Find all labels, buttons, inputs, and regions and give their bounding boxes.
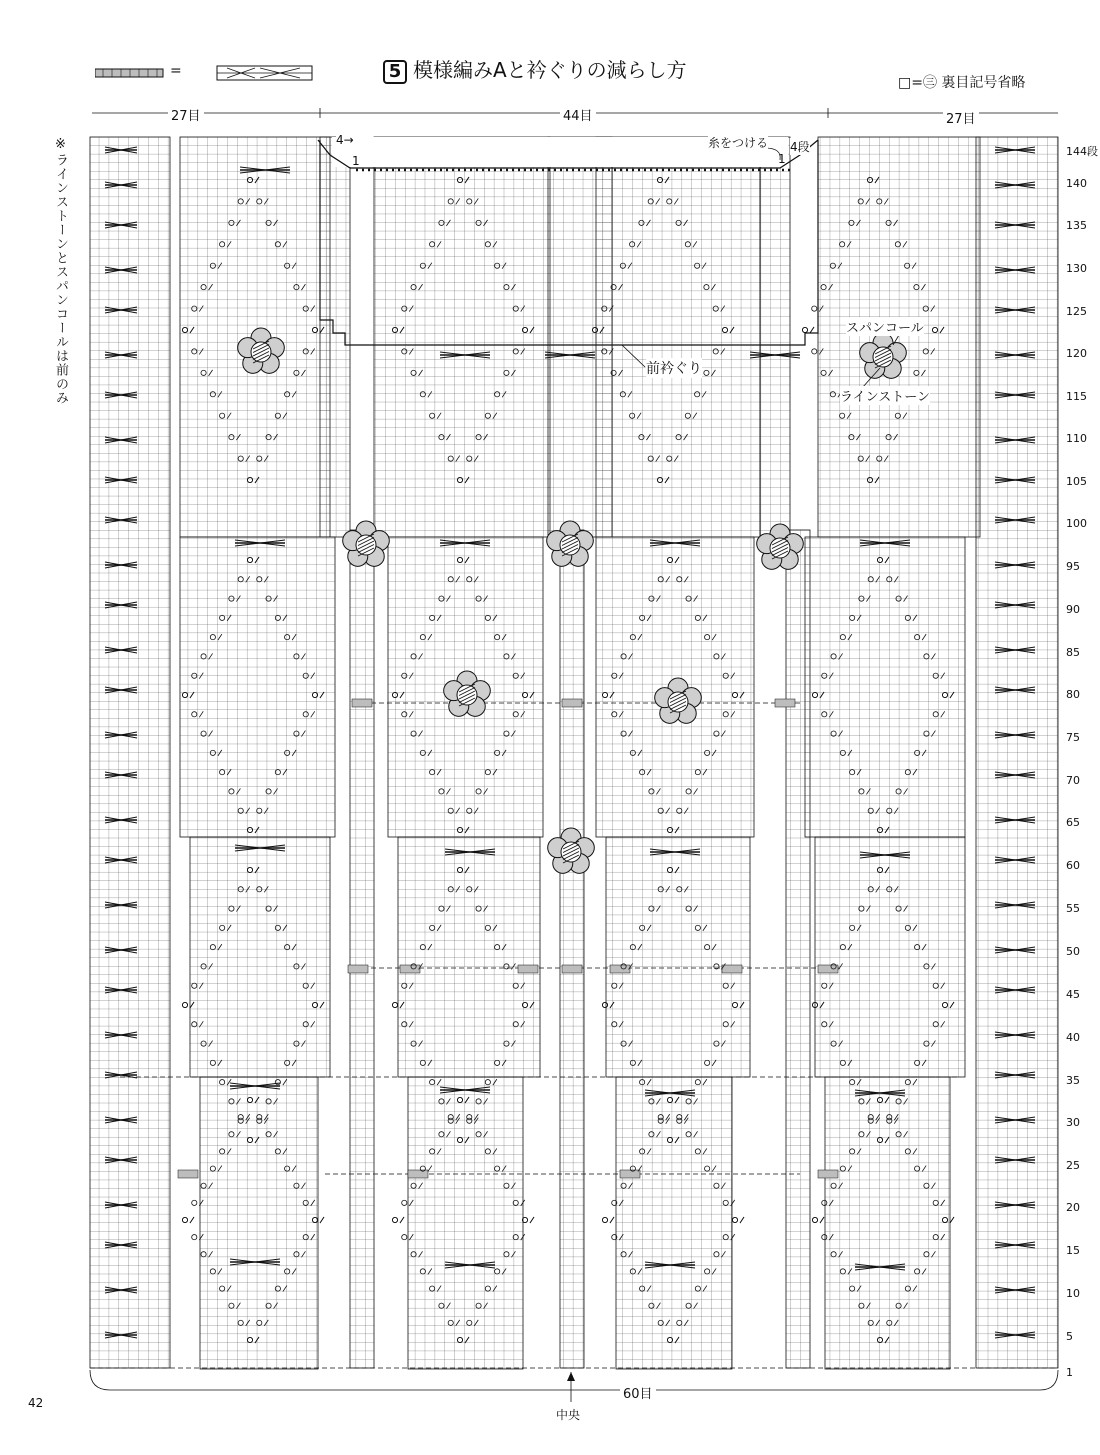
lace-13-b: [402, 1235, 407, 1240]
lace-15-b: [812, 1217, 817, 1222]
row-number: 115: [1066, 390, 1087, 403]
callout-sequin: スパンコール: [846, 317, 924, 336]
shaded-cell-10: [178, 1170, 198, 1178]
row-number: 75: [1066, 731, 1080, 744]
shaded-cell-8: [722, 965, 742, 973]
grid-center-right-lower1: [606, 837, 750, 1077]
chart-number-badge: 5: [383, 60, 407, 84]
lace-13-b: [392, 1217, 397, 1222]
row-number: 105: [1066, 475, 1087, 488]
dim-left: 27目: [168, 105, 204, 124]
shaded-cell-2: [775, 699, 795, 707]
callout-rhinestone: ラインストーン: [840, 386, 930, 405]
row-number: 130: [1066, 262, 1087, 275]
row-number: 25: [1066, 1159, 1080, 1172]
lace-13-a: [402, 1200, 407, 1205]
callout-one-right: 1: [778, 152, 786, 166]
lace-3-a: [812, 306, 817, 311]
grid-left-lower1: [190, 837, 330, 1077]
row-number: 5: [1066, 1330, 1073, 1343]
row-number: 110: [1066, 432, 1087, 445]
shaded-cell-0: [352, 699, 372, 707]
grid-center-left-lower1: [398, 837, 540, 1077]
callout-one-left: 1: [352, 154, 360, 168]
lace-12-b: [192, 1235, 197, 1240]
row-number: 100: [1066, 517, 1087, 530]
row-number: 90: [1066, 603, 1080, 616]
shaded-cell-7: [610, 965, 630, 973]
lace-15-b: [820, 1217, 824, 1223]
row-number: 80: [1066, 688, 1080, 701]
row-number: 40: [1066, 1031, 1080, 1044]
grid-upper-center-right: [596, 137, 760, 537]
grid-center-left-lower2: [408, 1077, 523, 1369]
row-number: 10: [1066, 1287, 1080, 1300]
lace-8-b: [182, 1002, 187, 1007]
row-number: 135: [1066, 219, 1087, 232]
purl-symbol-note: □=㊂ 裏目記号省略: [898, 75, 1026, 91]
row-number: 50: [1066, 945, 1080, 958]
shaded-cell-3: [348, 965, 368, 973]
lace-12-b: [182, 1217, 187, 1222]
row-number: 30: [1066, 1116, 1080, 1129]
row-number: 55: [1066, 902, 1080, 915]
callout-yarn: 糸をつける: [708, 136, 769, 150]
row-number: 85: [1066, 646, 1080, 659]
grid-right-lower1: [815, 837, 965, 1077]
callout-four-rows: 4段: [790, 140, 810, 154]
row-number: 60: [1066, 859, 1080, 872]
dim-right: 27目: [943, 108, 979, 127]
lace-13-d: [530, 1217, 534, 1223]
row-number: 95: [1066, 560, 1080, 573]
grid-mid-right: [805, 537, 965, 837]
grid-center-strip: [560, 530, 584, 1368]
lace-12-d: [320, 1217, 324, 1223]
lace-14-b: [602, 1217, 607, 1222]
grid-neck-right: [760, 137, 790, 537]
row-number: 45: [1066, 988, 1080, 1001]
row-number: 20: [1066, 1201, 1080, 1214]
page-number: 42: [28, 1396, 44, 1410]
shaded-cell-13: [818, 1170, 838, 1178]
callout-front-neck: 前衿ぐり: [646, 358, 702, 378]
lace-14-d: [732, 1217, 737, 1222]
row-number: 144段: [1066, 145, 1098, 158]
row-number: 15: [1066, 1244, 1080, 1257]
side-note: ※ラインストーンとスパンコールは前のみ: [53, 137, 68, 405]
shaded-cell-6: [562, 965, 582, 973]
lace-15-d: [950, 1217, 954, 1223]
shaded-cell-5: [518, 965, 538, 973]
lace-3-b: [810, 327, 814, 333]
lace-3-b: [802, 327, 807, 332]
lace-14-d: [740, 1217, 744, 1223]
lace-9-b: [392, 1002, 397, 1007]
row-number: 35: [1066, 1074, 1080, 1087]
row-number: 70: [1066, 774, 1080, 787]
row-number: 1: [1066, 1366, 1073, 1379]
shaded-cell-4: [400, 965, 420, 973]
row-number: 125: [1066, 305, 1087, 318]
callout-arrow-four: 4→: [336, 133, 354, 147]
grid-narrow-1: [350, 530, 374, 1368]
grid-mid-left: [180, 537, 335, 837]
lace-12-b: [190, 1217, 194, 1223]
grid-upper-right: [818, 137, 980, 537]
row-number: 65: [1066, 816, 1080, 829]
dim-middle: 44目: [560, 105, 596, 124]
legend-equals: =: [170, 63, 182, 79]
grid-left-border: [90, 137, 170, 1368]
center-arrow-head: [567, 1372, 575, 1381]
row-number: 120: [1066, 347, 1087, 360]
lace-12-a: [192, 1200, 197, 1205]
lace-13-b: [400, 1217, 404, 1223]
center-label: 中央: [556, 1408, 581, 1422]
grid-center-right-lower2: [616, 1077, 732, 1369]
lace-3-b: [812, 349, 817, 354]
shaded-cell-12: [620, 1170, 640, 1178]
shaded-cell-1: [562, 699, 582, 707]
grid-upper-center-left: [374, 137, 550, 537]
chart-title-text: 模様編みAと衿ぐりの減らし方: [413, 58, 687, 82]
dim-bottom: 60目: [620, 1383, 656, 1402]
row-number: 140: [1066, 177, 1087, 190]
lace-14-b: [610, 1217, 614, 1223]
shaded-cell-11: [408, 1170, 428, 1178]
grid-right-border: [976, 137, 1058, 1368]
